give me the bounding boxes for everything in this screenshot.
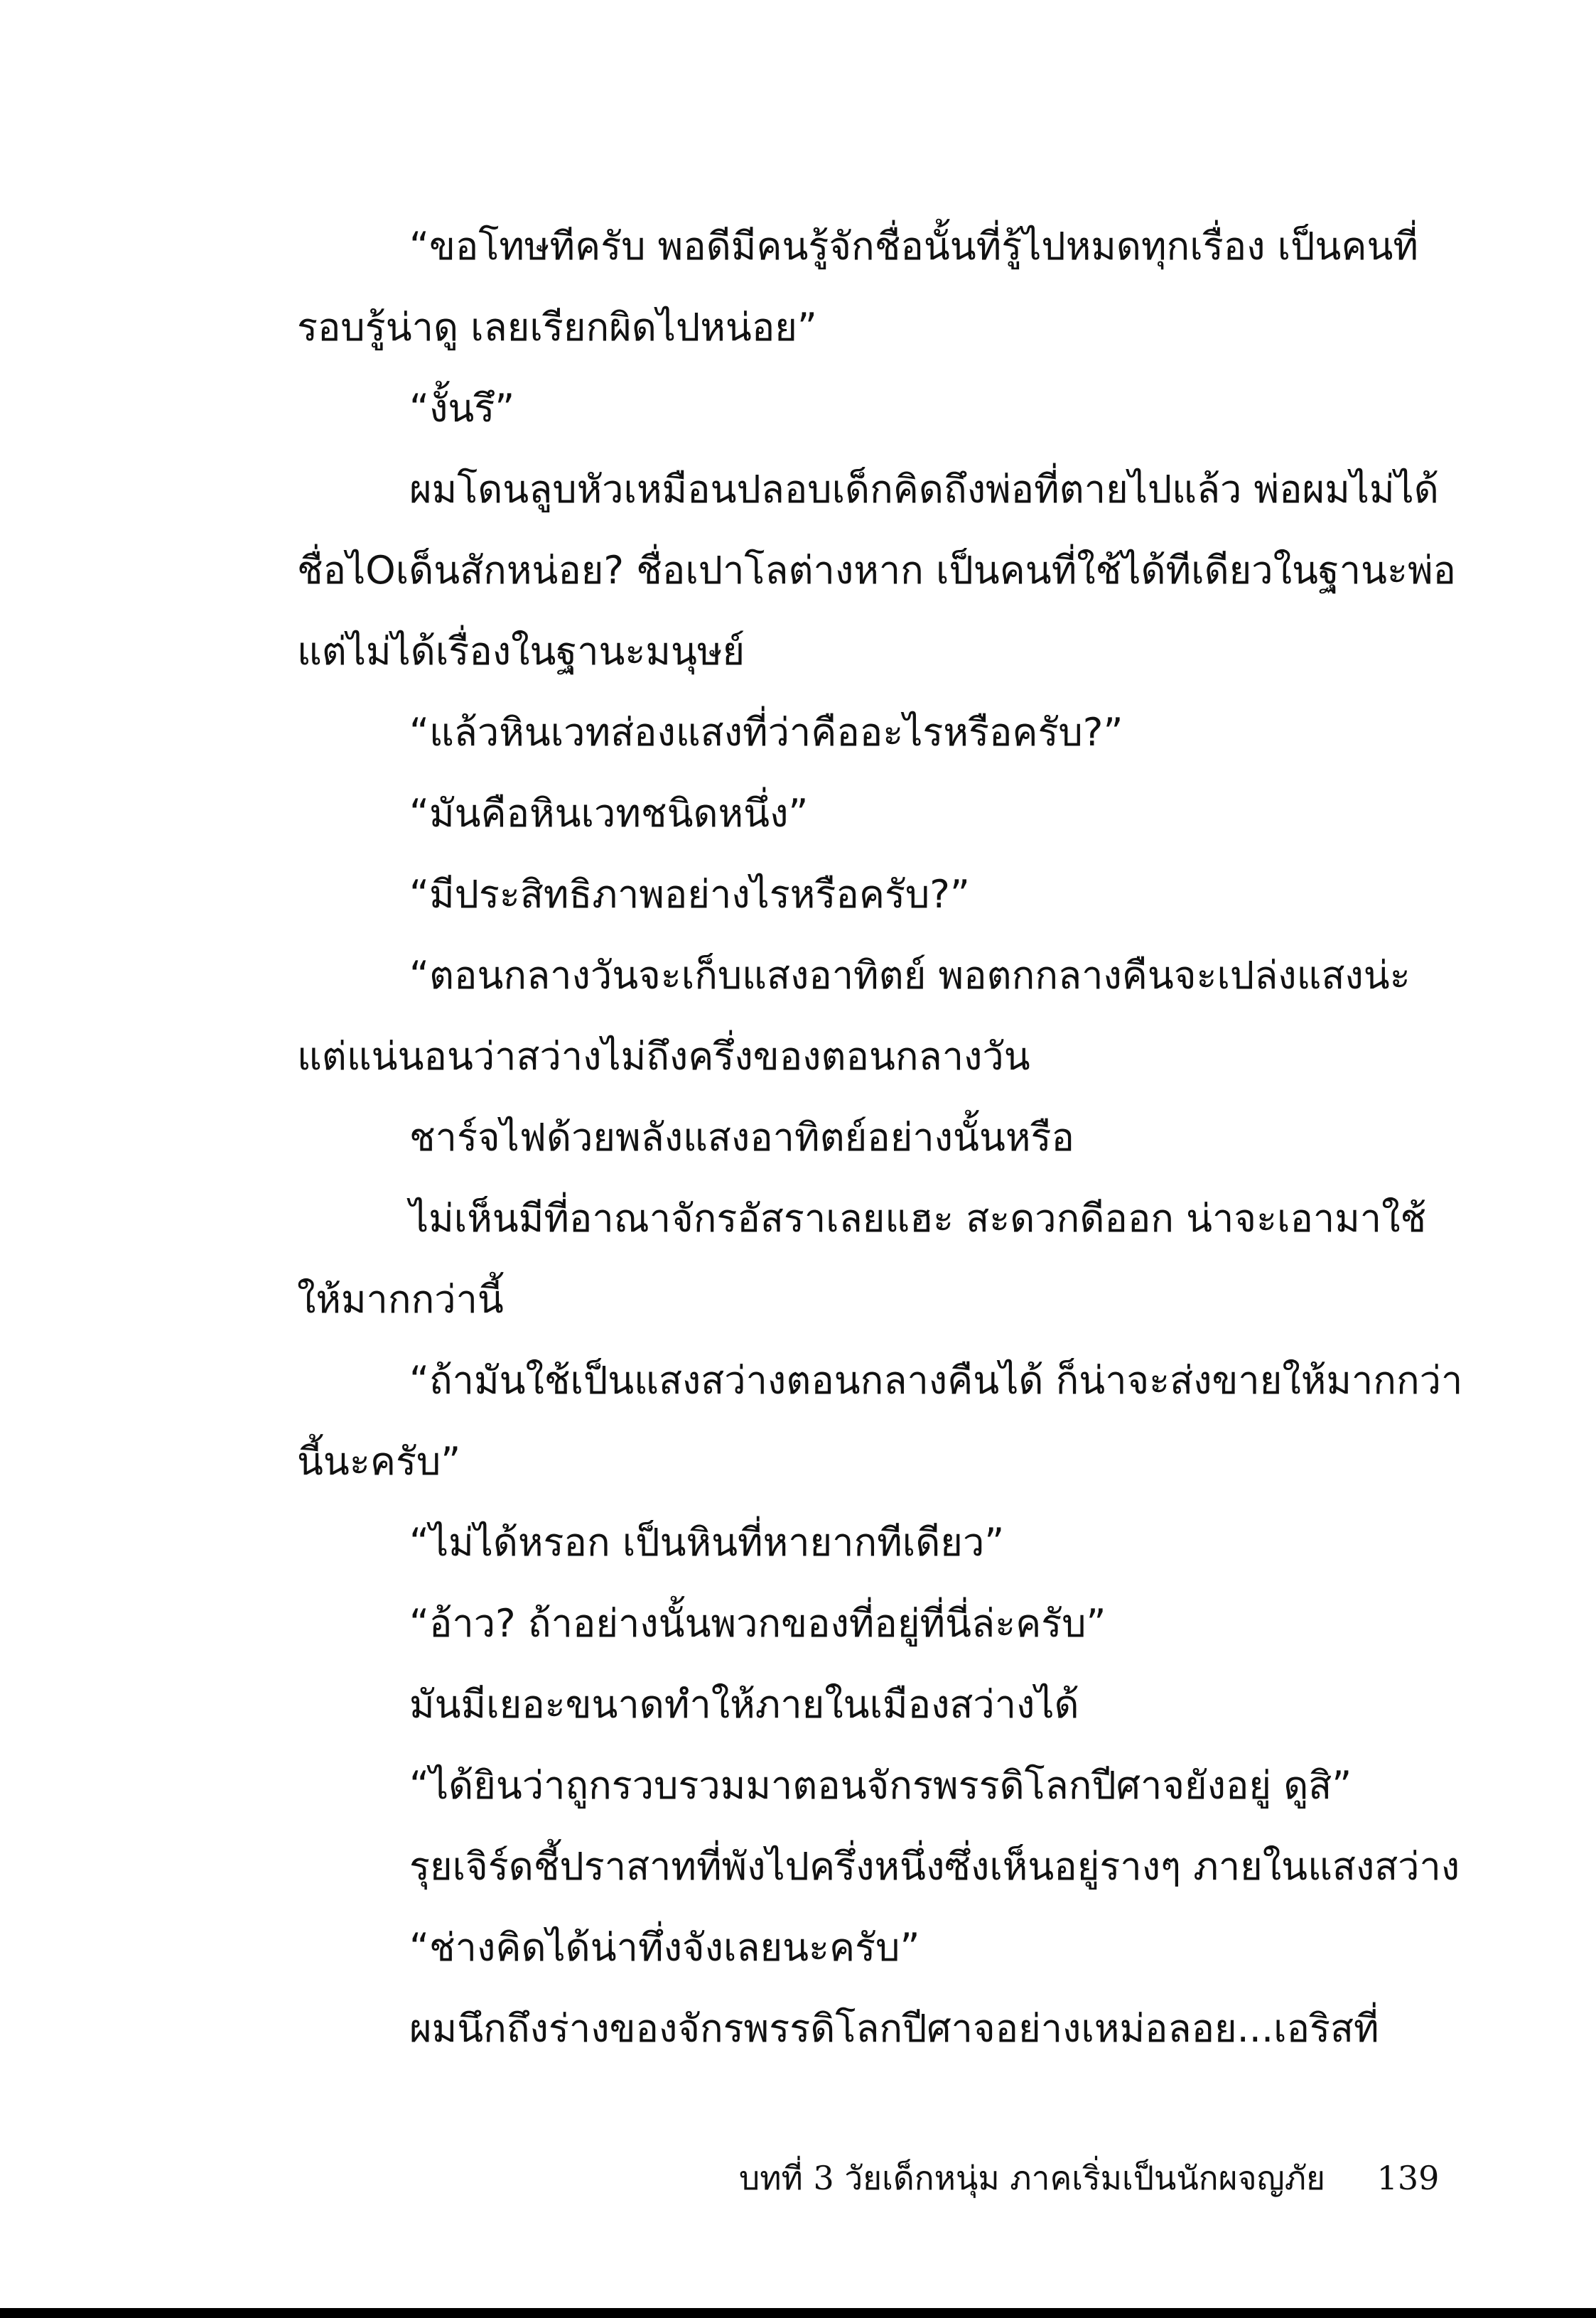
text-line: “มันคือหินเวทชนิดหนึ่ง” xyxy=(409,791,809,836)
text-line: ผมนึกถึงร่างของจักรพรรดิโลกปีศาจอย่างเหม่อลอย...เอริสที่ xyxy=(409,2006,1379,2051)
text-line: “ไม่ได้หรอก เป็นหินที่หายากทีเดียว” xyxy=(409,1520,1005,1565)
text-line: “แล้วหินเวทส่องแสงที่ว่าคืออะไรหรือครับ?” xyxy=(409,710,1123,755)
text-line: ให้มากกว่านี้ xyxy=(297,1277,504,1322)
text-line: ชื่อไOเด็นสักหน่อย? ชื่อเปาโลต่างหาก เป็นคนที่ใช้ได้ทีเดียวในฐานะพ่อ xyxy=(297,548,1456,593)
text-line: แต่แน่นอนว่าสว่างไม่ถึงครึ่งของตอนกลางวัน xyxy=(297,1034,1030,1079)
body-text xyxy=(297,206,1463,2069)
bottom-edge-divider xyxy=(0,2308,1596,2318)
page-number: 139 xyxy=(1376,2159,1440,2197)
text-line: “มีประสิทธิภาพอย่างไรหรือครับ?” xyxy=(409,872,970,917)
text-line: “อ้าว? ถ้าอย่างนั้นพวกของที่อยู่ที่นี่ล่ะครับ” xyxy=(409,1601,1106,1646)
text-line: นี้นะครับ” xyxy=(297,1439,461,1484)
text-line: มันมีเยอะขนาดทำให้ภายในเมืองสว่างได้ xyxy=(409,1682,1079,1727)
page-footer xyxy=(739,2146,1440,2210)
text-line: “ตอนกลางวันจะเก็บแสงอาทิตย์ พอตกกลางคืนจะเปล่งแสงน่ะ xyxy=(409,953,1411,998)
text-line: “งั้นรึ” xyxy=(409,386,515,431)
text-line: “ช่างคิดได้น่าทึ่งจังเลยนะครับ” xyxy=(409,1925,920,1970)
text-line: รุยเจิร์ดชี้ปราสาทที่พังไปครึ่งหนึ่งซึ่งเห็นอยู่รางๆ ภายในแสงสว่าง xyxy=(409,1844,1460,1889)
text-line: ไม่เห็นมีที่อาณาจักรอัสราเลยแฮะ สะดวกดีออก น่าจะเอามาใช้ xyxy=(409,1196,1427,1241)
text-line: ผมโดนลูบหัวเหมือนปลอบเด็กคิดถึงพ่อที่ตายไปแล้ว พ่อผมไม่ได้ xyxy=(409,467,1439,512)
text-line: “ถ้ามันใช้เป็นแสงสว่างตอนกลางคืนได้ ก็น่าจะส่งขายให้มากกว่า xyxy=(409,1358,1463,1403)
chapter-title: บทที่ 3 วัยเด็กหนุ่ม ภาคเริ่มเป็นนักผจญภัย xyxy=(739,2159,1326,2197)
text-line: รอบรู้น่าดู เลยเรียกผิดไปหน่อย” xyxy=(297,305,817,350)
text-line: ชาร์จไฟด้วยพลังแสงอาทิตย์อย่างนั้นหรือ xyxy=(409,1115,1074,1160)
text-line: “ขอโทษทีครับ พอดีมีคนรู้จักชื่อนั้นที่รู้ไปหมดทุกเรื่อง เป็นคนที่ xyxy=(409,224,1418,269)
text-line: “ได้ยินว่าถูกรวบรวมมาตอนจักรพรรดิโลกปีศาจยังอยู่ ดูสิ” xyxy=(409,1763,1352,1808)
text-line: แต่ไม่ได้เรื่องในฐานะมนุษย์ xyxy=(297,629,745,674)
